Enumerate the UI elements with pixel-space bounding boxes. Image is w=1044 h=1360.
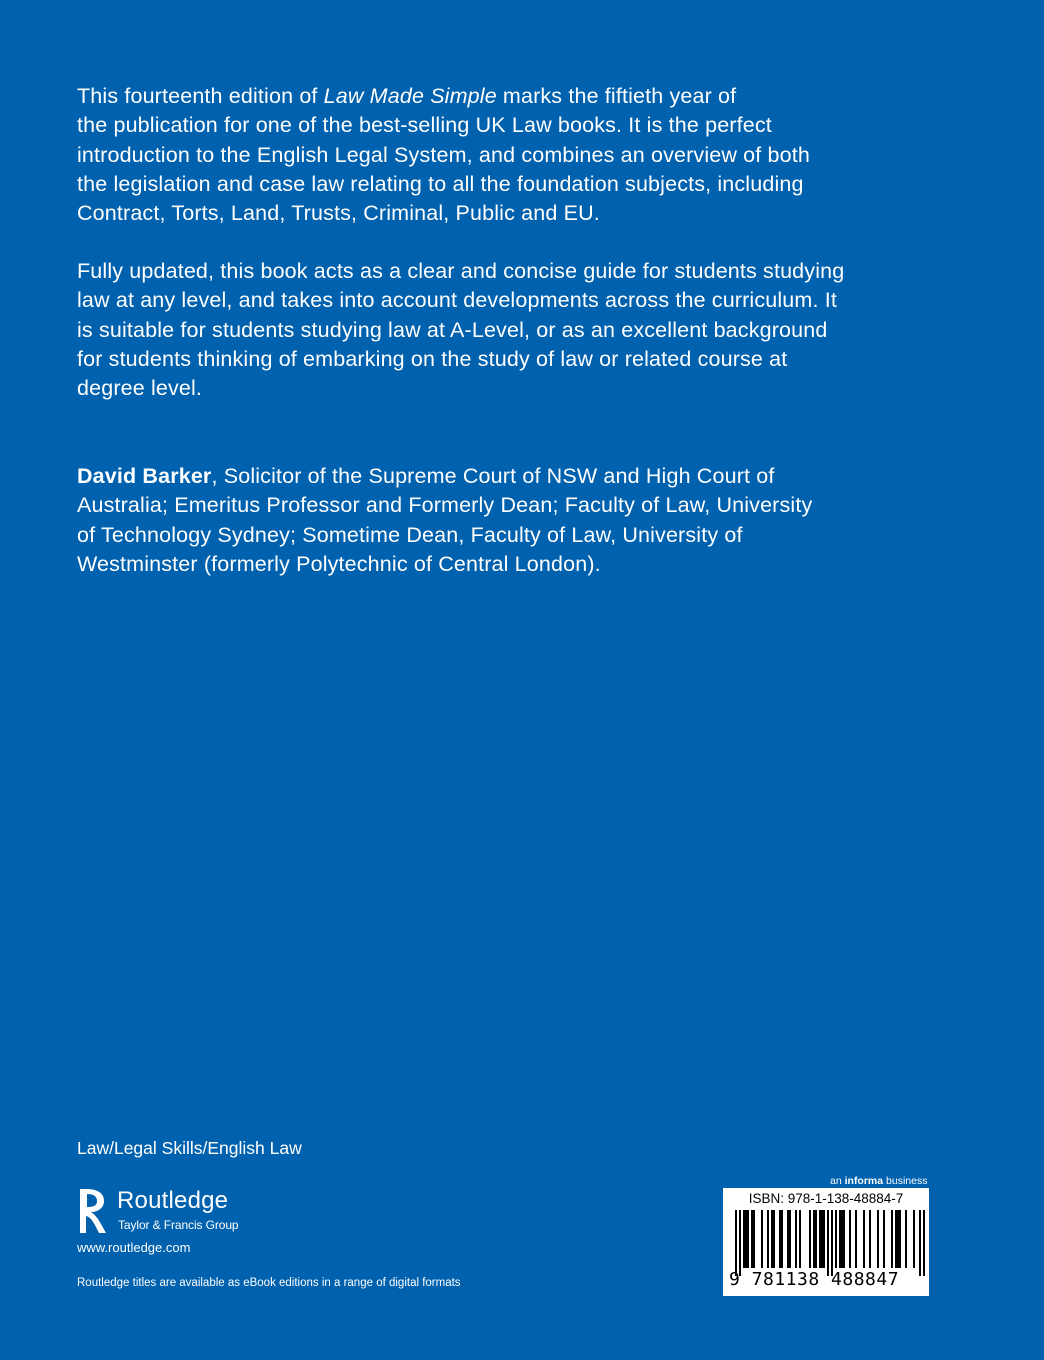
barcode-bar [863,1210,865,1268]
author-bio-line: David Barker, Solicitor of the Supreme Court of NSW and High Court of [77,464,775,488]
barcode-bar [747,1210,749,1268]
description-line: is suitable for students studying law at A-Level, or as an excellent background [77,317,828,342]
description-paragraph-2 [77,257,844,403]
barcode-bar [843,1210,845,1268]
barcode-bar [827,1210,829,1276]
isbn-label: ISBN: 978-1-138-48884-7 [748,1191,904,1206]
publisher-group: Taylor & Francis Group [118,1218,239,1232]
barcode-bar [841,1210,843,1268]
routledge-logo-icon [77,1187,109,1235]
barcode-bar [745,1210,747,1268]
barcode-bar [809,1210,811,1268]
barcode-bar [831,1210,833,1276]
barcode-bar [779,1210,781,1268]
description-line: degree level. [77,376,203,401]
author-name: David Barker [77,464,212,488]
barcode-bar [753,1210,755,1268]
routledge-logo [77,1187,277,1237]
barcode-bar [815,1210,817,1268]
barcode-bar [761,1210,763,1268]
barcode-bar [905,1210,907,1268]
barcode-bar [913,1210,915,1268]
description-line: for students thinking of embarking on the study of law or related course at [77,346,788,371]
description-line: law at any level, and takes into account developments across the curriculum. It [77,288,837,313]
book-title: Law Made Simple [323,84,497,108]
barcode-bar [839,1210,841,1268]
barcode-bar [835,1210,837,1268]
publisher-website[interactable]: www.routledge.com [77,1240,191,1255]
barcode-bar [787,1210,789,1268]
barcode-bar [735,1210,737,1276]
barcode-bar [897,1210,899,1268]
isbn-barcode [723,1188,929,1296]
description-line: the legislation and case law relating to all the foundation subjects, including [77,171,804,196]
barcode-bar [819,1210,821,1268]
author-bio-line: Westminster (formerly Polytechnic of Central London). [77,551,601,576]
barcode-bar [877,1210,879,1268]
subject-category: Law/Legal Skills/English Law [77,1138,302,1158]
barcode-bar [743,1210,745,1268]
ebook-note: Routledge titles are available as eBook editions in a range of digital formats [77,1277,461,1289]
barcode-bar [813,1210,815,1268]
barcode-bar [781,1210,783,1268]
publisher-name: Routledge [117,1187,229,1214]
barcode-bar [771,1210,773,1268]
barcode-bar [849,1210,851,1268]
author-bio-line: of Technology Sydney; Sometime Dean, Faculty of Law, University of [77,522,743,547]
barcode-bar [899,1210,901,1268]
barcode-bar [923,1210,925,1276]
barcode-bar [773,1210,775,1268]
description-line: This fourteenth edition of Law Made Simple marks the fiftieth year of [77,84,737,108]
barcode-digits: 9 781138 488847 [729,1269,900,1290]
barcode-bar [767,1210,769,1268]
barcode-bar [751,1210,753,1268]
barcode-bar [891,1210,893,1268]
barcode-bar [883,1210,885,1268]
barcode-bar [895,1210,897,1268]
barcode-bar [739,1210,741,1276]
description-line: the publication for one of the best-selling UK Law books. It is the perfect [77,113,772,138]
barcode-bar [821,1210,823,1268]
barcode-bar [855,1210,857,1268]
barcode-bar [789,1210,791,1268]
description-line: introduction to the English Legal System, and combines an overview of both [77,142,810,167]
barcode-bar [799,1210,801,1268]
description-line: Contract, Torts, Land, Trusts, Criminal, Public and EU. [77,201,600,226]
description-paragraph-1 [77,82,810,228]
barcode-bar [869,1210,871,1268]
barcode-bar [823,1210,825,1268]
author-bio-line: Australia; Emeritus Professor and Formerly Dean; Faculty of Law, University [77,493,813,518]
description-line: Fully updated, this book acts as a clear and concise guide for students studying [77,259,845,283]
barcode-bar [795,1210,797,1268]
informa-tagline: an informa business [830,1175,928,1187]
barcode-bar [919,1210,921,1276]
author-bio [77,462,812,579]
